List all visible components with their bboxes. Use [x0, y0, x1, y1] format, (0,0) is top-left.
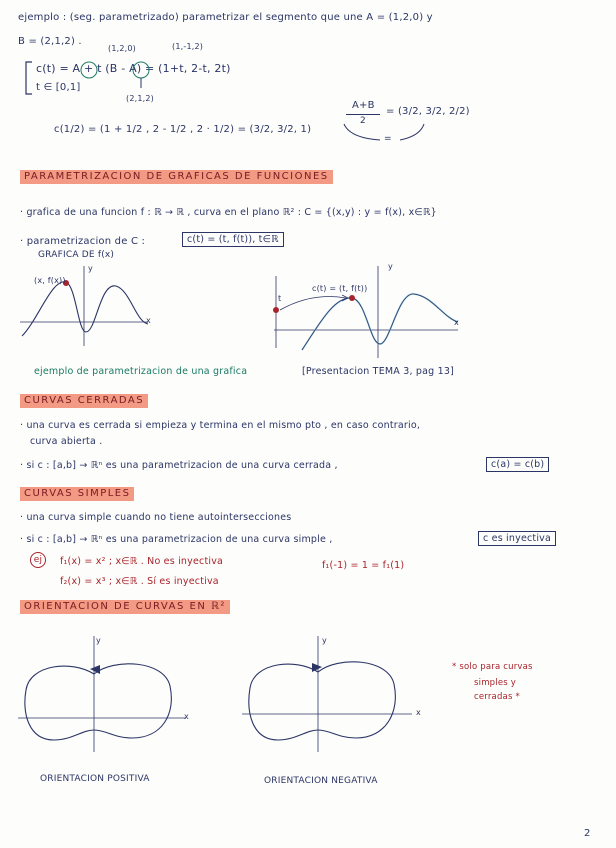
axis-y-left: y	[88, 264, 93, 273]
simple-example-1-side: f₁(-1) = 1 = f₁(1)	[322, 560, 405, 571]
graph-of-f-label: GRAFICA DE f(x)	[38, 250, 115, 260]
heading-graph-parametrization: PARAMETRIZACION DE GRAFICAS DE FUNCIONES	[20, 170, 333, 184]
closed-line-1: · una curva es cerrada si empieza y termina en el mismo pto , en caso contrario,	[20, 420, 421, 431]
axis-y-orient-right: y	[322, 636, 327, 645]
param-of-c-label: · parametrizacion de C :	[20, 236, 146, 247]
equals-mark: =	[384, 134, 392, 144]
example-mark-badge: ej	[30, 552, 46, 568]
midpoint-calc: c(1/2) = (1 + 1/2 , 2 - 1/2 , 2 · 1/2) = (3/2, 3/2, 1)	[54, 124, 312, 135]
midpoint-formula-result: = (3/2, 3/2, 2/2)	[386, 106, 470, 117]
circle-marks-icon	[80, 56, 200, 86]
closed-condition-box: c(a) = c(b)	[486, 457, 549, 472]
caption-positive: ORIENTACION POSITIVA	[40, 774, 150, 784]
orientation-negative-diagram	[238, 634, 418, 754]
graph-definition-line: · grafica de una funcion f : ℝ → ℝ , curva en el plano ℝ² : C = {(x,y) : y = f(x), x∈ℝ}	[20, 207, 437, 218]
fraction-bar	[346, 114, 380, 115]
heading-orientation: ORIENTACION DE CURVAS EN ℝ²	[20, 600, 230, 614]
closed-curve	[249, 662, 395, 740]
note-line-3: cerradas *	[474, 692, 520, 702]
closed-curve	[25, 664, 171, 740]
axis-x-orient-left: x	[184, 712, 189, 721]
heading-closed-curves: CURVAS CERRADAS	[20, 394, 148, 408]
example-line-1: ejemplo : (seg. parametrizado) parametrizar el segmento que une A = (1,2,0) y	[18, 12, 433, 23]
reference-note: [Presentacion TEMA 3, pag 13]	[302, 366, 454, 377]
point-label-left: (x, f(x))	[34, 276, 66, 285]
t-marker	[273, 307, 279, 313]
axis-y-orient-left: y	[96, 636, 101, 645]
note-line-1: * solo para curvas	[452, 662, 533, 672]
axis-y-right: y	[388, 262, 393, 271]
example-line-2: B = (2,1,2) .	[18, 36, 82, 47]
axis-x-orient-right: x	[416, 708, 421, 717]
param-line: c(t) = A + t (B - A) = (1+t, 2-t, 2t)	[36, 62, 231, 75]
axis-x-left: x	[146, 316, 151, 325]
function-curve-teal	[302, 294, 458, 350]
note-line-2: simples y	[474, 678, 517, 688]
axis-x-right: x	[454, 318, 459, 327]
closed-line-1b: curva abierta .	[30, 436, 103, 447]
function-curve	[22, 282, 148, 336]
curve-marker	[349, 295, 355, 301]
param-of-c-box: c(t) = (t, f(t)), t∈ℝ	[182, 232, 284, 247]
domain-line: t ∈ [0,1]	[36, 82, 81, 93]
simple-line-2: · si c : [a,b] → ℝⁿ es una parametrizacion de una curva simple ,	[20, 534, 333, 545]
simple-example-1: f₁(x) = x² ; x∈ℝ . No es inyectiva	[60, 556, 224, 567]
simple-line-1: · una curva simple cuando no tiene autointersecciones	[20, 512, 292, 523]
caption-negative: ORIENTACION NEGATIVA	[264, 776, 378, 786]
midpoint-formula-den: 2	[360, 116, 366, 126]
below-b-label: (2,1,2)	[126, 94, 154, 103]
injective-box: c es inyectiva	[478, 531, 556, 546]
closed-line-2: · si c : [a,b] → ℝⁿ es una parametrizacion de una curva cerrada ,	[20, 460, 338, 471]
heading-simple-curves: CURVAS SIMPLES	[20, 487, 134, 501]
page-number: 2	[584, 828, 591, 839]
simple-example-2: f₂(x) = x³ ; x∈ℝ . Sí es inyectiva	[60, 576, 219, 587]
graph-right	[262, 262, 462, 362]
t-label: t	[278, 294, 282, 303]
orientation-positive-diagram	[14, 634, 194, 754]
example-caption: ejemplo de parametrizacion de una grafica	[34, 366, 248, 377]
function-curve	[302, 294, 458, 350]
above-a-label: (1,2,0)	[108, 44, 136, 53]
midpoint-formula-num: A+B	[352, 100, 375, 111]
above-b-label: (1,-1,2)	[172, 42, 204, 51]
point-label-right: c(t) = (t, f(t))	[312, 284, 368, 293]
